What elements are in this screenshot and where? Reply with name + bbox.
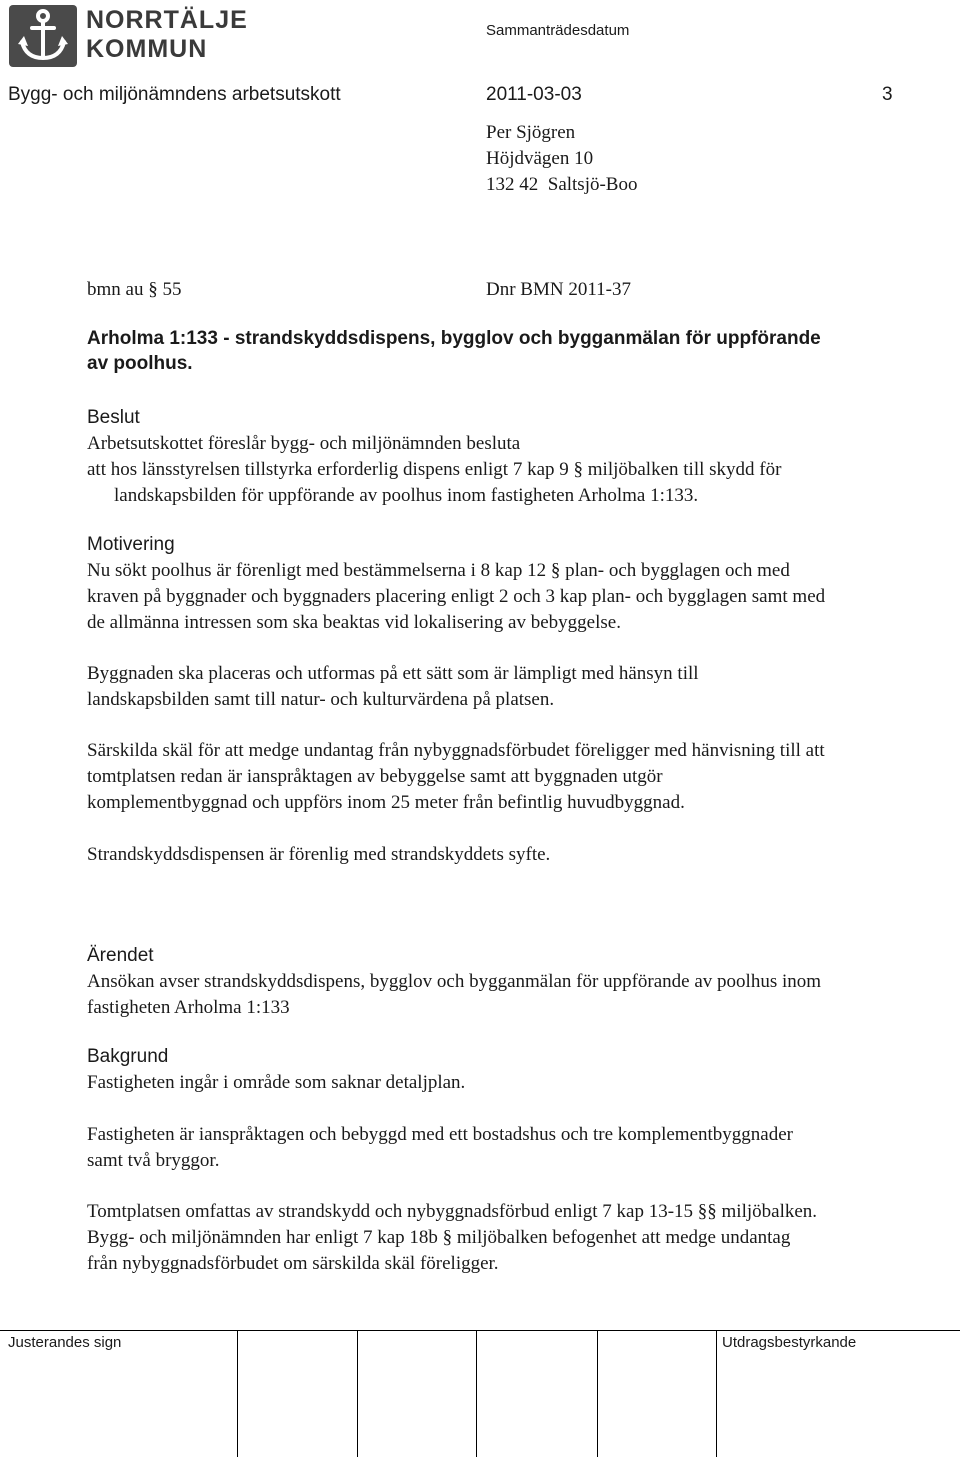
- logo-line-2: KOMMUN: [86, 35, 208, 63]
- beslut-line-1: Arbetsutskottet föreslår bygg- och miljönämnden besluta: [87, 433, 521, 454]
- footer-divider-2: [357, 1330, 358, 1457]
- motivering-p3-line-1: Särskilda skäl för att medge undantag från nybyggnadsförbudet föreligger med hänvisning till att: [87, 740, 825, 761]
- recipient-street: Höjdvägen 10: [486, 148, 594, 169]
- beslut-line-2: att hos länsstyrelsen tillstyrka erforderlig dispens enligt 7 kap 9 § miljöbalken till skydd för: [87, 459, 782, 480]
- meeting-date: 2011-03-03: [486, 84, 582, 105]
- bakgrund-heading: Bakgrund: [87, 1046, 169, 1067]
- bakgrund-p3-line-3: från nybyggnadsförbudet om särskilda skäl föreligger.: [87, 1253, 499, 1274]
- bakgrund-p3-line-1: Tomtplatsen omfattas av strandskydd och nybyggnadsförbud enligt 7 kap 13-15 §§ miljöbalken.: [87, 1201, 818, 1222]
- motivering-p3-line-2: tomtplatsen redan är ianspråktagen av bebyggelse samt att byggnaden utgör: [87, 766, 663, 787]
- page-number: 3: [882, 84, 893, 105]
- motivering-p1-line-2: kraven på byggnader och byggnaders placering enligt 2 och 3 kap plan- och bygglagen samt med: [87, 586, 826, 607]
- arendet-heading: Ärendet: [87, 945, 154, 966]
- footer-divider-1: [237, 1330, 238, 1457]
- footer-divider-4: [597, 1330, 598, 1457]
- arendet-line-1: Ansökan avser strandskyddsdispens, bygglov och bygganmälan för uppförande av poolhus inom: [87, 971, 822, 992]
- bakgrund-p2-line-1: Fastigheten är ianspråktagen och bebyggd med ett bostadshus och tre komplementbyggnader: [87, 1124, 793, 1145]
- footer-divider-5: [716, 1330, 717, 1457]
- committee-name: Bygg- och miljönämndens arbetsutskott: [8, 84, 341, 105]
- motivering-p3-line-3: komplementbyggnad och uppförs inom 25 meter från befintlig huvudbyggnad.: [87, 792, 685, 813]
- recipient-postal: 132 42 Saltsjö-Boo: [486, 174, 638, 195]
- bakgrund-p1-line-1: Fastigheten ingår i område som saknar detaljplan.: [87, 1072, 466, 1093]
- beslut-line-3: landskapsbilden för uppförande av poolhus inom fastigheten Arholma 1:133.: [114, 485, 699, 506]
- footer-divider-3: [476, 1330, 477, 1457]
- justerandes-sign-label: Justerandes sign: [8, 1334, 122, 1351]
- recipient-name: Per Sjögren: [486, 122, 576, 143]
- beslut-heading: Beslut: [87, 407, 140, 428]
- motivering-p4-line-1: Strandskyddsdispensen är förenlig med strandskyddets syfte.: [87, 844, 551, 865]
- case-paragraph: bmn au § 55: [87, 279, 182, 300]
- bakgrund-p2-line-2: samt två bryggor.: [87, 1150, 220, 1171]
- footer-top-rule: [0, 1330, 960, 1331]
- motivering-p2-line-1: Byggnaden ska placeras och utformas på ett sätt som är lämpligt med hänsyn till: [87, 663, 699, 684]
- case-dnr: Dnr BMN 2011-37: [486, 279, 631, 300]
- municipality-logo: [8, 4, 248, 68]
- motivering-p2-line-2: landskapsbilden samt till natur- och kulturvärdena på platsen.: [87, 689, 555, 710]
- case-title-line-2: av poolhus.: [87, 353, 193, 374]
- bakgrund-p3-line-2: Bygg- och miljönämnden har enligt 7 kap 18b § miljöbalken befogenhet att medge undantag: [87, 1227, 791, 1248]
- motivering-p1-line-1: Nu sökt poolhus är förenligt med bestämmelserna i 8 kap 12 § plan- och bygglagen och med: [87, 560, 790, 581]
- motivering-p1-line-3: de allmänna intressen som ska beaktas vid lokalisering av bebyggelse.: [87, 612, 621, 633]
- motivering-heading: Motivering: [87, 534, 175, 555]
- case-title-line-1: Arholma 1:133 - strandskyddsdispens, bygglov och bygganmälan för uppförande: [87, 328, 821, 349]
- utdragsbestyrkande-label: Utdragsbestyrkande: [722, 1334, 857, 1351]
- logo-line-1: NORRTÄLJE: [86, 6, 248, 34]
- anchor-crest-icon: [8, 4, 78, 68]
- arendet-line-2: fastigheten Arholma 1:133: [87, 997, 290, 1018]
- meeting-date-label: Sammanträdesdatum: [486, 22, 630, 39]
